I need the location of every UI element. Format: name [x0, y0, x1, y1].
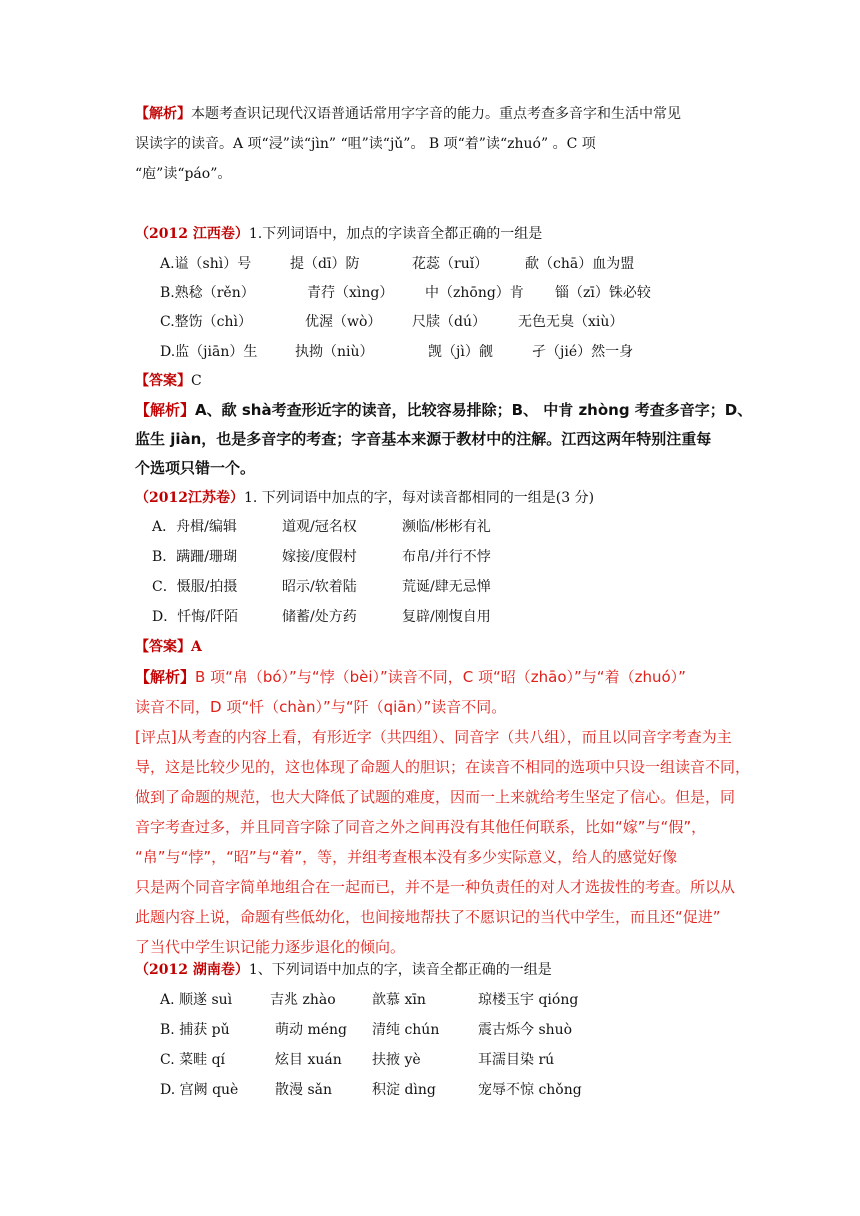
analysis-line-3: “庖”读“páo”。 — [135, 166, 232, 182]
comment-line: 做到了命题的规范，也大大降低了试题的难度，因而一上来就给考生坚定了信心。但是，同 — [135, 788, 736, 806]
comment-line: 了当代中学生识记能力逐步退化的倾向。 — [135, 938, 406, 956]
analysis-line-1: 【解析】本题考查识记现代汉语普通话常用字字音的能力。重点考查多音字和生活中常见 — [135, 106, 681, 122]
question-jiangxi: （2012 江西卷）1.下列词语中，加点的字读音全都正确的一组是 — [135, 226, 543, 242]
source-tag: （2012 江西卷） — [135, 226, 249, 242]
question-hunan: （2012 湖南卷）1、下列词语中加点的字，读音全都正确的一组是 — [135, 962, 552, 978]
comment-line: 此题内容上说，命题有些低幼化，也间接地帮扶了不愿识记的当代中学生，而且还“促进” — [135, 908, 721, 926]
comment-line: 只是两个同音字简单地组合在一起而已，并不是一种负责任的对人才选拔性的考查。所以从 — [135, 878, 736, 896]
comment-line: 导，这是比较少见的，这也体现了命题人的胆识；在读音不相同的选项中只设一组读音不同， — [135, 758, 751, 776]
comment-line: [评点]从考查的内容上看，有形近字（共四组）、同音字（共八组），而且以同音字考查为主 — [135, 728, 732, 746]
source-tag: （2012 湖南卷） — [135, 962, 249, 978]
answer-line: 【答案】C — [135, 373, 202, 389]
document-page: 【解析】本题考查识记现代汉语普通话常用字字音的能力。重点考查多音字和生活中常见 误读字的读音。A 项“浸”读“jìn” “咀”读“jǔ”。 B 项“着”读“zhuó” 。C 项 “庖”读“páo”。 （2012 江西卷）1.下列词语中，加点的字读音全都正确的一组是 A.谥（shì）号 提（dī）防 花蕊（ruǐ） 歃（chā）血为盟 B.熟稔（rěn） 青荇（xìng） 中（zhōng）肯 锱（zī）铢必较 C.整饬（chì） 优渥（wò） 尺牍（dú） 无色无臭（xiù） D.监（jiān）生 执拗（niù） 觊（jì）觎 孑（jié）然一身 【答案】C 【解析】A、歃 shà考查形近字的读音，比较容易排除；B、 中肯 zhòng 考查多音字；D、 监生 jiàn，也是多音字的考查；字音基本来源于教材中的注解。江西这两年特别注重每 个选项只错一个。 （2012江苏卷）1. 下列词语中加点的字，每对读音都相同的一组是(3 分) A．舟楫/编辑 道观/冠名权 濒临/彬彬有礼 B．蹒跚/珊瑚 嫁接/度假村 布帛/并行不悖 C．慑服/拍摄 昭示/软着陆 荒诞/肆无忌惮 D．忏悔/阡陌 储蓄/处方药 复辟/刚愎自用 【答案】A 【解析】B 项“帛（bó）”与“悖（bèi）”读音不同，C 项“昭（zhāo）”与“着（zhuó）” 读音不同，D 项“忏（chàn）”与“阡（qiān）”读音不同。 [评点]从考查的内容上看，有形近字（共四组）、同音字（共八组），而且以同音字考查为主 导，这是比较少见的，这也体现了命题人的胆识；在读音不相同的选项中只设一组读音不同， 做到了命题的规范，也大大降低了试题的难度，因而一上来就给考生坚定了信心。但是，同 音字考查过多，并且同音字除了同音之外之间再没有其他任何联系，比如“嫁”与“假”， “帛”与“悖”，“昭”与“着”，等，并组考查根本没有多少实际意义，给人的感觉好像 只是两个同音字简单地组合在一起而已，并不是一种负责任的对人才选拔性的考查。所以从 此题内容上说，命题有些低幼化，也间接地帮扶了不愿识记的当代中学生，而且还“促进” 了当代中学生识记能力逐步退化的倾向。 （2012 湖南卷）1、下列词语中加点的字，读音全都正确的一组是 A. 顺遂 suì 吉兆 zhào 歆慕 xīn 琼楼玉宇 qióng B. 捕获 pǔ 萌动 méng 清纯 chún 震古烁今 shuò C. 菜畦 qí 炫目 xuán 扶掖 yè 耳濡目染 rú D. 宫阙 què 散漫 sǎn 积淀 dìng 宠辱不惊 chǒng — [135, 106, 753, 1098]
source-tag: （2012江苏卷） — [135, 490, 244, 506]
analysis-line-2: 误读字的读音。A 项“浸”读“jìn” “咀”读“jǔ”。 B 项“着”读“zhuó” 。C 项 — [135, 136, 596, 152]
analysis-line: 监生 jiàn，也是多音字的考查；字音基本来源于教材中的注解。江西这两年特别注重每 — [135, 430, 712, 448]
comment-line: “帛”与“悖”，“昭”与“着”，等，并组考查根本没有多少实际意义，给人的感觉好像 — [135, 848, 678, 866]
question-jiangsu: （2012江苏卷）1. 下列词语中加点的字，每对读音都相同的一组是(3 分) — [135, 490, 595, 506]
analysis-line: 读音不同，D 项“忏（chàn）”与“阡（qiān）”读音不同。 — [135, 698, 507, 716]
analysis-line: 【解析】B 项“帛（bó）”与“悖（bèi）”读音不同，C 项“昭（zhāo）”与“着（zhuó）” — [135, 668, 686, 686]
answer-line: 【答案】A — [135, 639, 202, 655]
analysis-line: 【解析】A、歃 shà考查形近字的读音，比较容易排除；B、 中肯 zhòng 考查多音字；D、 — [135, 401, 753, 419]
analysis-line: 个选项只错一个。 — [135, 459, 256, 477]
comment-line: 音字考查过多，并且同音字除了同音之外之间再没有其他任何联系，比如“嫁”与“假”， — [135, 818, 707, 836]
analysis-tag: 【解析】 — [135, 106, 191, 122]
